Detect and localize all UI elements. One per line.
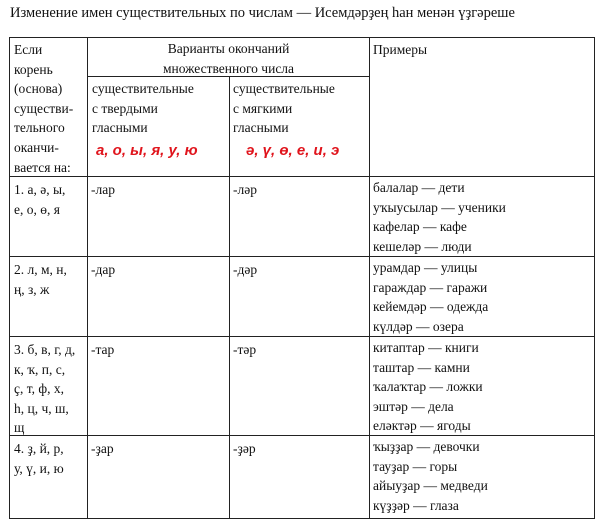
row-4-soft-ending: -ҙәр	[233, 441, 256, 456]
row-2-root: 2. л, м, н, ң, з, ж	[14, 262, 67, 297]
row-1-examples: балалар — дети уҡыусылар — ученики кафелар — кафе кешеләр — люди	[373, 180, 506, 254]
page-title: Изменение имен существительных по числам — Исемдәрҙең һан менән үҙгәреше	[10, 5, 515, 21]
row-2-examples: урамдар — улицы гараждар — гаражи кейемдәр — одежда күлдәр — озера	[373, 260, 489, 334]
row-3-root: 3. б, в, г, д, к, ҡ, п, с, ҫ, т, ф, х, һ, ц, ч, ш, щ	[14, 342, 76, 436]
col-divider	[229, 76, 230, 518]
row-3-examples: китаптар — книги таштар — камни ҡалаҡтар — ложки эштәр — дела еләктәр — ягоды	[373, 340, 483, 434]
header-examples: Примеры	[373, 42, 428, 57]
row-2-soft-ending: -дәр	[233, 262, 258, 277]
row-1-hard-ending: -лар	[91, 182, 115, 197]
col-divider	[87, 38, 88, 518]
row-3-hard-ending: -тар	[91, 342, 115, 357]
header-root-ending: Если корень (основа) существи- тельного оканчи- вается на:	[14, 42, 74, 175]
row-4-root: 4. ҙ, й, р, у, ү, и, ю	[14, 441, 64, 476]
row-3-soft-ending: -тәр	[233, 342, 257, 357]
header-hard-vowels: существительные с твердыми гласными	[92, 81, 194, 136]
row-1-soft-ending: -ләр	[233, 182, 257, 197]
row-divider	[10, 256, 594, 257]
plural-endings-table	[9, 37, 595, 519]
hard-vowels-list: а, о, ы, я, у, ю	[96, 142, 198, 159]
col-divider	[369, 38, 370, 518]
row-4-examples: ҡыҙҙар — девочки тауҙар — горы айыуҙар — медведи күҙҙәр — глаза	[373, 439, 488, 513]
row-divider	[10, 176, 594, 177]
row-4-hard-ending: -ҙар	[91, 441, 114, 456]
row-1-root: 1. а, ә, ы, е, о, ө, я	[14, 182, 66, 217]
header-soft-vowels: существительные с мягкими гласными	[233, 81, 335, 136]
row-divider	[10, 435, 594, 436]
row-2-hard-ending: -дар	[91, 262, 116, 277]
soft-vowels-list: ә, ү, ө, е, и, э	[246, 142, 340, 159]
header-variants: Варианты окончаний множественного числа	[162, 41, 295, 76]
row-divider	[10, 336, 594, 337]
